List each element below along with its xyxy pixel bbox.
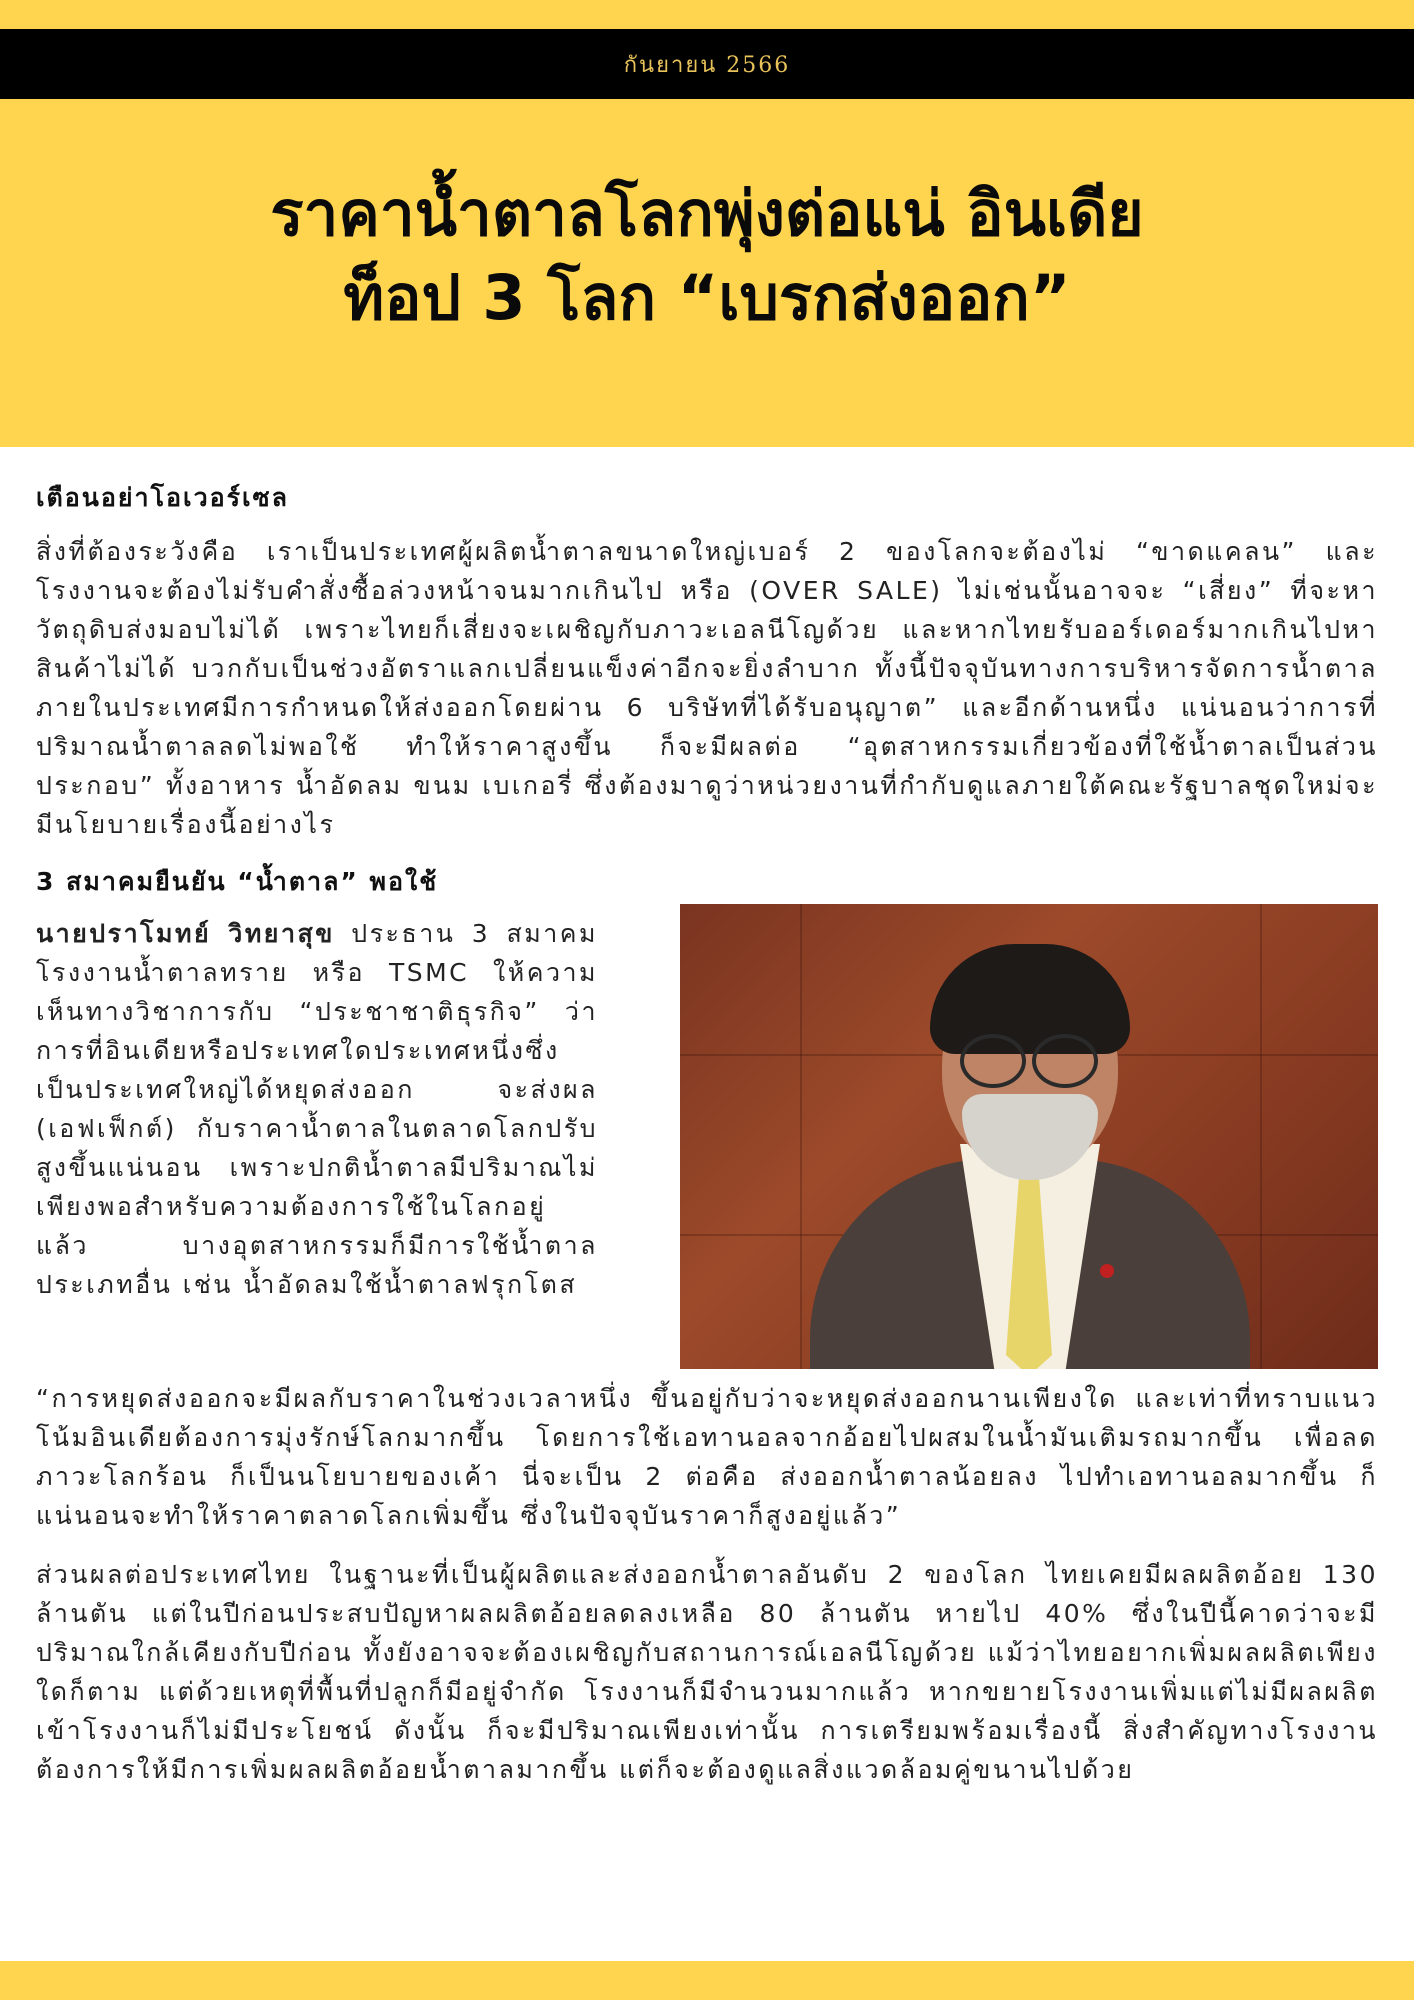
portrait-glasses-left — [960, 1034, 1026, 1088]
section-heading-associations: 3 สมาคมยืนยัน “น้ำตาล” พอใช้ — [36, 867, 439, 896]
page-title-line-1: ราคาน้ำตาลโลกพุ่งต่อแน่ อินเดีย — [270, 177, 1144, 250]
interview-intro-text: ประธาน 3 สมาคมโรงงานน้ำตาลทราย หรือ TSMC ให้ความเห็นทางวิชาการกับ “ประชาชาติธุรกิจ” ว่า การที่อินเดียหรือประเทศใดประเทศหนึ่งซึ่งเป็นประเทศใหญ่ได้หยุดส่งออก จะส่งผล (เอฟเฟ็กต์) กับราคาน้ำตาลในตลาดโลกปรับสูงขึ้นแน่นอน เพราะปกติน้ำตาลมีปริมาณไม่เพียงพอสำหรับความต้องการใช้ในโลกอยู่แล้ว บางอุตสาหกรรมก็มีการใช้น้ำตาลประเภทอื่น เช่น น้ำอัดลมใช้น้ำตาลฟรุกโตส — [36, 919, 598, 1299]
date-bar — [0, 29, 1414, 99]
interviewee-name: นายปราโมทย์ วิทยาสุข — [36, 919, 335, 948]
paragraph-oversale: สิ่งที่ต้องระวังคือ เราเป็นประเทศผู้ผลิตน้ำตาลขนาดใหญ่เบอร์ 2 ของโลกจะต้องไม่ “ขาดแคลน” และโรงงานจะต้องไม่รับคำสั่งซื้อล่วงหน้าจนมากเกินไป หรือ (OVER SALE) ไม่เช่นนั้นอาจจะ “เสี่ยง” ที่จะหาวัตถุดิบส่งมอบไม่ได้ เพราะไทยก็เสี่ยงจะเผชิญกับภาวะเอลนีโญด้วย และหากไทยรับออร์เดอร์มากเกินไปหาสินค้าไม่ได้ บวกกับเป็นช่วงอัตราแลกเปลี่ยนแข็งค่าอีกจะยิ่งลำบาก ทั้งนี้ปัจจุบันทางการบริหารจัดการน้ำตาลภายในประเทศมีการกำหนดให้ส่งออกโดยผ่าน 6 บริษัทที่ได้รับอนุญาต” และอีกด้านหนึ่ง แน่นอนว่าการที่ปริมาณน้ำตาลลดไม่พอใช้ ทำให้ราคาสูงขึ้น ก็จะมีผลต่อ “อุตสาหกรรมเกี่ยวข้องที่ใช้น้ำตาลเป็นส่วนประกอบ” ทั้งอาหาร น้ำอัดลม ขนม เบเกอรี่ ซึ่งต้องมาดูว่าหน่วยงานที่กำกับดูแลภายใต้คณะรัฐบาลชุดใหม่จะมีนโยบายเรื่องนี้อย่างไร — [36, 537, 1378, 839]
portrait-hair — [930, 944, 1130, 1054]
paragraph-interview-quote: “การหยุดส่งออกจะมีผลกับราคาในช่วงเวลาหนึ่ง ขึ้นอยู่กับว่าจะหยุดส่งออกนานเพียงใด และเท่าที่ทราบแนวโน้มอินเดียต้องการมุ่งรักษ์โลกมากขึ้น โดยการใช้เอทานอลจากอ้อยไปผสมในน้ำมันเติมรถมากขึ้น เพื่อลดภาวะโลกร้อน ก็เป็นนโยบายของเค้า นี่จะเป็น 2 ต่อคือ ส่งออกน้ำตาลน้อยลง ไปทำเอทานอลมากขึ้น ก็แน่นอนจะทำให้ราคาตลาดโลกเพิ่มขึ้น ซึ่งในปัจจุบันราคาก็สูงอยู่แล้ว” — [36, 1384, 1378, 1530]
paragraph-thailand-impact: ส่วนผลต่อประเทศไทย ในฐานะที่เป็นผู้ผลิตและส่งออกน้ำตาลอันดับ 2 ของโลก ไทยเคยมีผลผลิตอ้อย 130 ล้านตัน แต่ในปีก่อนประสบปัญหาผลผลิตอ้อยลดลงเหลือ 80 ล้านตัน หายไป 40% ซึ่งในปีนี้คาดว่าจะมีปริมาณใกล้เคียงกับปีก่อน ทั้งยังอาจจะต้องเผชิญกับสถานการณ์เอลนีโญด้วย แม้ว่าไทยอยากเพิ่มผลผลิตเพียงใดก็ตาม แต่ด้วยเหตุที่พื้นที่ปลูกก็มีอยู่จำกัด โรงงานก็มีจำนวนมากแล้ว หากขยายโรงงานเพิ่มแต่ไม่มีผลผลิตเข้าโรงงานก็ไม่มีประโยชน์ ดังนั้น ก็จะมีปริมาณเพียงเท่านั้น การเตรียมพร้อมเรื่องนี้ สิ่งสำคัญทางโรงงานต้องการให้มีการเพิ่มผลผลิตอ้อยน้ำตาลมากขึ้น แต่ก็จะต้องดูแลสิ่งแวดล้อมคู่ขนานไปด้วย — [36, 1560, 1378, 1784]
portrait-photo — [680, 904, 1378, 1369]
wall-panel-line — [1260, 904, 1262, 1369]
headline-band — [0, 99, 1414, 447]
issue-date: กันยายน 2566 — [623, 52, 791, 78]
page-title-line-2: ท็อป 3 โลก “เบรกส่งออก” — [343, 261, 1071, 334]
article-body — [36, 478, 1378, 1789]
bottom-accent-strip — [0, 1961, 1414, 2000]
portrait-glasses-right — [1032, 1034, 1098, 1088]
top-accent-strip — [0, 0, 1414, 29]
page-title — [270, 172, 1143, 374]
section-associations — [36, 862, 1378, 1789]
section-heading-oversale: เตือนอย่าโอเวอร์เซล — [36, 483, 289, 512]
wall-panel-line — [800, 904, 802, 1369]
lapel-pin-icon — [1100, 1264, 1114, 1278]
